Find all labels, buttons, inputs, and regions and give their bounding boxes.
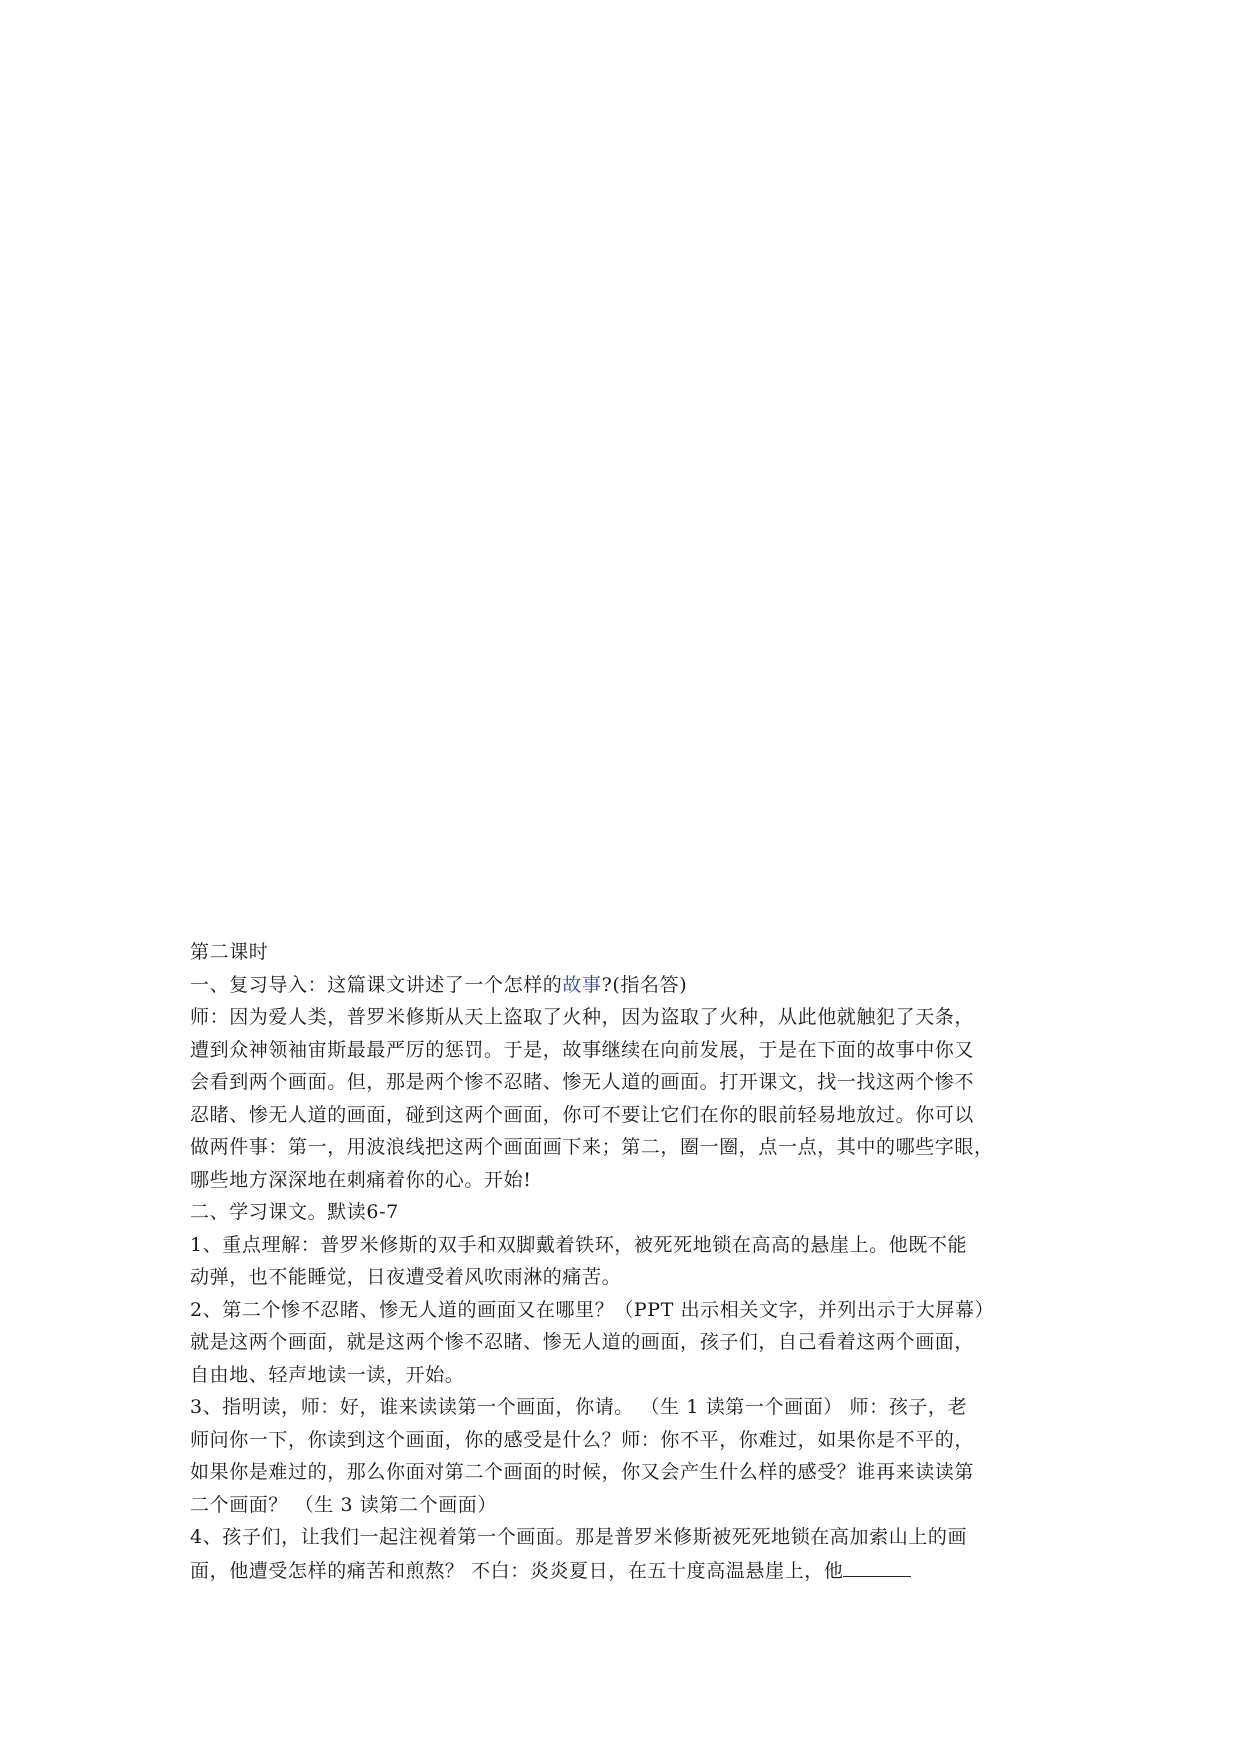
item-2-line: 就是这两个画面，就是这两个惨不忍睹、惨无人道的画面，孩子们，自己看着这两个画面， (190, 1331, 975, 1353)
review-prefix: 一、复习导入：这篇课文讲述了一个怎样的 (190, 973, 563, 996)
teacher-line: 遭到众神领袖宙斯最最严厉的惩罚。于是，故事继续在向前发展，于是在下面的故事中你又 (190, 1038, 975, 1061)
item-4-line: 4、孩子们，让我们一起注视着第一个画面。那是普罗米修斯被死死地锁在高加索山上的画 (190, 1526, 968, 1548)
item-1-line: 动弹，也不能睡觉，日夜遭受着风吹雨淋的痛苦。 (190, 1266, 622, 1288)
lesson-heading: 第二课时 (190, 941, 269, 963)
item-4-line-last (190, 1554, 1070, 1588)
teacher-line: 会看到两个画面。但，那是两个惨不忍睹、惨无人道的画面。打开课文，找一找这两个惨不 (190, 1071, 975, 1093)
story-link[interactable]: 故事 (562, 973, 602, 996)
document-body (190, 936, 1070, 1587)
teacher-line: 师：因为爱人类，普罗米修斯从天上盗取了火种，因为盗取了火种，从此他就触犯了天条， (190, 1006, 975, 1028)
item-3-line: 如果你是难过的，那么你面对第二个画面的时候，你又会产生什么样的感受？谁再来读读第 (190, 1461, 975, 1483)
item-2-line: 自由地、轻声地读一读，开始。 (190, 1363, 465, 1386)
teacher-line: 哪些地方深深地在刺痛着你的心。开始! (190, 1168, 532, 1191)
item-4-text: 面，他遭受怎样的痛苦和煎熬？ 不白：炎炎夏日，在五十度高温悬崖上，他 (190, 1559, 844, 1582)
teacher-line: 做两件事：第一，用波浪线把这两个画面画下来；第二，圈一圈，点一点，其中的哪些字眼， (190, 1136, 994, 1158)
item-2-line: 2、第二个惨不忍睹、惨无人道的画面又在哪里？（PPT 出示相关文字，并列出示于大屏幕） (190, 1298, 995, 1321)
item-3-line: 师问你一下，你读到这个画面，你的感受是什么？师：你不平，你难过，如果你是不平的， (190, 1428, 975, 1451)
section-heading: 二、学习课文。默读6-7 (190, 1201, 399, 1223)
item-3-line: 3、指明读，师：好，谁来读读第一个画面，你请。 （生 1 读第一个画面） 师：孩子，老 (190, 1396, 968, 1418)
teacher-line: 忍睹、惨无人道的画面，碰到这两个画面，你可不要让它们在你的眼前轻易地放过。你可以 (190, 1103, 975, 1126)
review-suffix: ?(指名答) (601, 973, 688, 996)
item-3-line: 二个画面？ （生 3 读第二个画面） (190, 1493, 498, 1516)
review-line (190, 969, 1070, 1002)
item-1-line: 1、重点理解：普罗米修斯的双手和双脚戴着铁环，被死死地锁在高高的悬崖上。他既不能 (190, 1233, 968, 1256)
fill-in-blank[interactable] (843, 1554, 911, 1577)
